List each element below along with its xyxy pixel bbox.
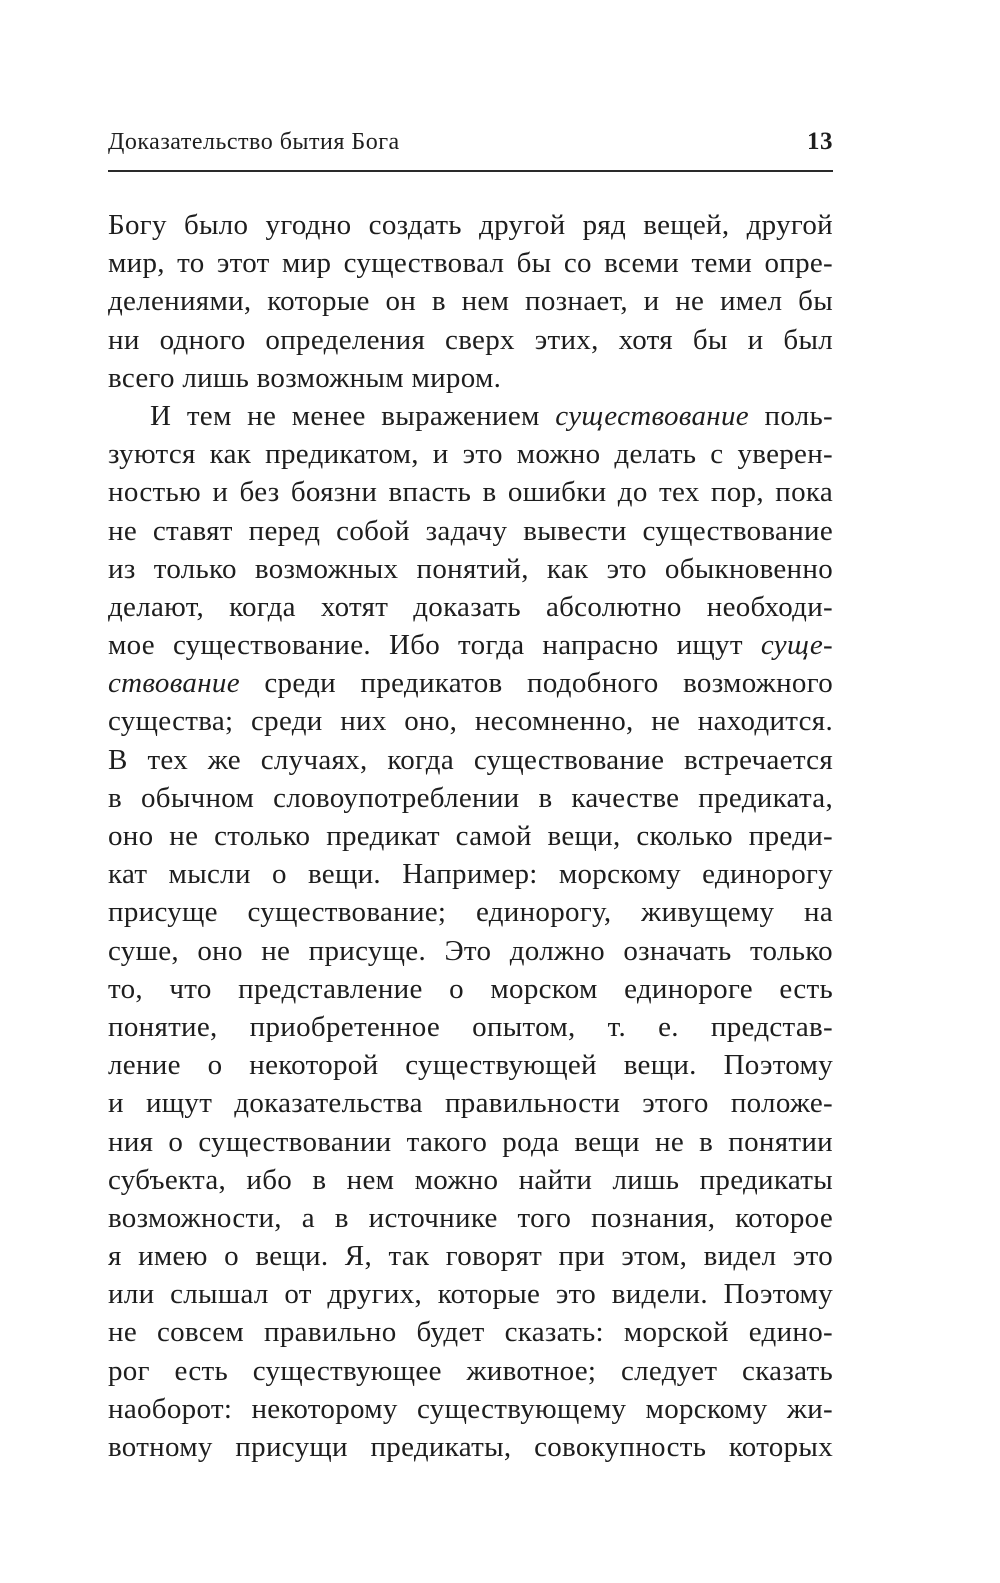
text-segment: не совсем правильно будет сказать: морской едино- — [108, 1316, 833, 1349]
text-segment: ностью и без боязни впасть в ошибки до тех пор, пока — [108, 476, 833, 509]
text-line — [108, 664, 833, 702]
text-segment: поль- — [748, 399, 833, 432]
text-segment: кат мысли о вещи. Например: морскому единорогу — [108, 858, 833, 891]
text-line — [108, 588, 833, 626]
text-segment: делают, когда хотят доказать абсолютно необходи- — [108, 590, 833, 623]
text-line — [108, 970, 833, 1008]
text-segment: ния о существовании такого рода вещи не в понятии — [108, 1125, 833, 1158]
text-segment: наоборот: некоторому существующему морскому жи- — [108, 1392, 833, 1425]
text-segment: из только возможных понятий, как это обыкновенно — [108, 552, 833, 585]
body-text — [108, 206, 833, 1466]
text-line — [108, 779, 833, 817]
text-segment: оно не столько предикат самой вещи, сколько преди- — [108, 820, 833, 852]
text-segment: субъекта, ибо в нем можно найти лишь предикаты — [108, 1163, 833, 1196]
text-segment: суше, оно не присуще. Это должно означать только — [108, 934, 833, 967]
text-line — [108, 435, 833, 473]
text-segment: рог есть существующее животное; следует сказать — [108, 1354, 833, 1387]
text-segment: зуются как предикатом, и это можно делать с уверен- — [108, 438, 833, 471]
text-line — [108, 244, 833, 282]
running-title: Доказательство бытия Бога — [108, 129, 400, 155]
text-line — [108, 855, 833, 893]
page-number: 13 — [807, 128, 833, 155]
text-line — [108, 1352, 833, 1390]
text-line — [108, 1237, 833, 1275]
text-segment: не ставят перед собой задачу вывести существование — [108, 514, 833, 547]
text-line — [108, 1084, 833, 1122]
text-line — [108, 1123, 833, 1161]
text-segment: мое существование. Ибо тогда напрасно ищут — [108, 629, 761, 662]
text-line — [108, 512, 833, 550]
italic-term: суще- — [760, 629, 833, 662]
text-line — [108, 282, 833, 320]
italic-term: ствование — [108, 667, 240, 700]
text-segment: возможности, а в источнике того познания, которое — [108, 1201, 833, 1234]
text-segment: делениями, которые он в нем познает, и не имел бы — [108, 285, 833, 318]
text-line — [108, 321, 833, 359]
text-segment: В тех же случаях, когда существование встречается — [108, 743, 833, 776]
text-line — [108, 932, 833, 970]
text-segment: И тем не менее выражением — [150, 399, 556, 432]
text-segment: я имею о вещи. Я, так говорят при этом, видел это — [108, 1240, 833, 1273]
text-line — [108, 741, 833, 779]
text-line — [108, 550, 833, 588]
text-segment: Богу было угодно создать другой ряд вещей, другой — [108, 209, 833, 241]
text-line — [108, 1161, 833, 1199]
text-segment: присуще существование; единорогу, живущему на — [108, 896, 833, 929]
header-rule — [108, 170, 833, 172]
text-line — [108, 1313, 833, 1351]
text-segment: в обычном словоупотреблении в качестве предиката, — [108, 781, 833, 814]
text-segment: то, что представление о морском единороге есть — [108, 972, 833, 1005]
running-head — [108, 128, 833, 160]
text-segment: всего лишь возможным миром. — [108, 361, 502, 394]
text-line — [108, 1390, 833, 1428]
text-line — [108, 359, 833, 397]
text-line — [108, 206, 833, 244]
text-segment: ни одного определения сверх этих, хотя бы и был — [108, 323, 833, 356]
text-segment: вотному присущи предикаты, совокупность которых — [108, 1431, 833, 1463]
text-segment: понятие, приобретенное опытом, т. е. представ- — [108, 1010, 833, 1043]
text-segment: ление о некоторой существующей вещи. Поэтому — [108, 1049, 833, 1082]
text-segment: и ищут доказательства правильности этого положе- — [108, 1087, 833, 1120]
text-line — [108, 893, 833, 931]
text-line — [108, 1428, 833, 1466]
text-segment: мир, то этот мир существовал бы со всеми теми опре- — [108, 247, 833, 280]
text-line — [108, 626, 833, 664]
text-line — [108, 473, 833, 511]
text-line — [108, 702, 833, 740]
text-line — [108, 397, 833, 435]
italic-term: существование — [555, 399, 749, 432]
text-line — [108, 817, 833, 855]
text-line — [108, 1046, 833, 1084]
text-segment: или слышал от других, которые это видели. Поэтому — [108, 1278, 833, 1311]
text-segment: существа; среди них оно, несомненно, не находится. — [108, 705, 833, 738]
text-line — [108, 1275, 833, 1313]
text-segment: среди предикатов подобного возможного — [239, 667, 833, 700]
text-line — [108, 1199, 833, 1237]
text-line — [108, 1008, 833, 1046]
